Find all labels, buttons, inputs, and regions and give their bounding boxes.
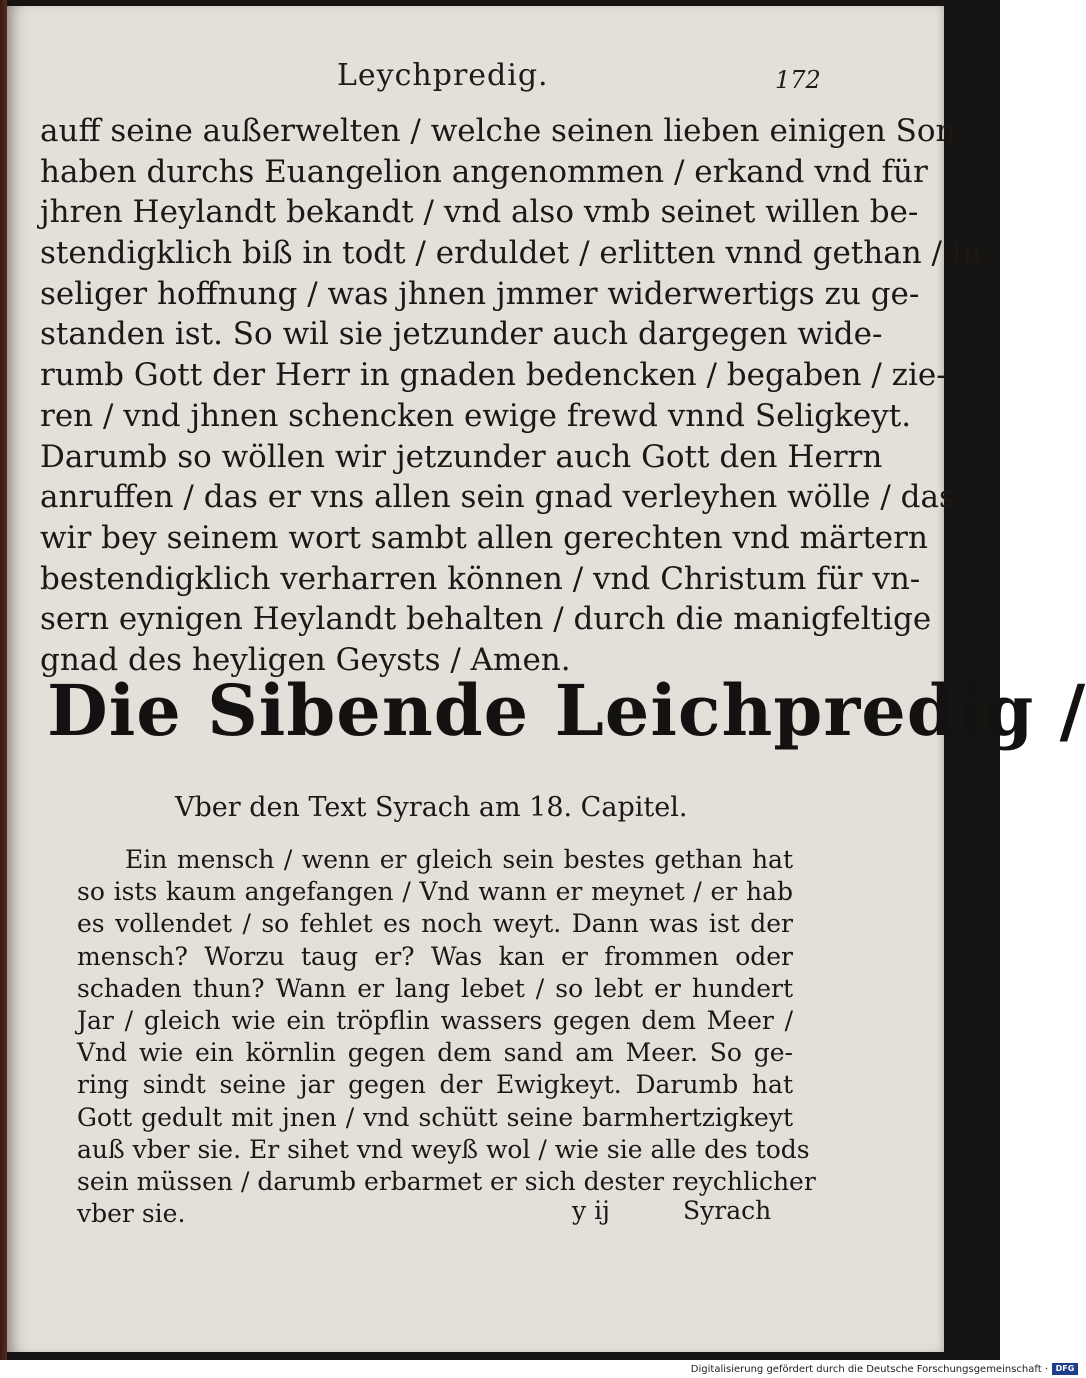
text-line: standen ist. So wil sie jetzunder auch dargegen wide-: [40, 316, 883, 353]
section-heading: Die Sibende Leichpredig /: [47, 669, 1086, 752]
signature-mark: y ij: [572, 1196, 610, 1225]
sermon-text-block: [40, 111, 982, 681]
quote-line: sein müssen / darumb erbarmet er sich dester reychlicher: [77, 1166, 816, 1196]
quote-line: Ein mensch / wenn er gleich sein bestes gethan hat: [125, 845, 793, 874]
text-line: sern eynigen Heylandt behalten / durch die manigfeltige: [40, 601, 932, 638]
quote-line: es vollendet / so fehlet es noch weyt. Dann was ist der: [77, 909, 793, 939]
text-line: ren / vnd jhnen schencken ewige frewd vnnd Seligkeyt.: [40, 397, 912, 434]
section-subheading: Vber den Text Syrach am 18. Capitel.: [175, 792, 688, 823]
page-number: 172: [775, 66, 821, 94]
catchword: Syrach: [683, 1196, 772, 1225]
text-line: Darumb so wöllen wir jetzunder auch Gott den Herrn: [40, 438, 883, 475]
quote-line: auß vber sie. Er sihet vnd weyß wol / wie sie alle des tods: [77, 1134, 810, 1164]
dfg-logo-icon: DFG: [1052, 1363, 1078, 1375]
quote-line: so ists kaum angefangen / Vnd wann er meynet / er hab: [77, 877, 793, 907]
text-line: auff seine außerwelten / welche seinen lieben einigen Son: [40, 113, 956, 149]
text-line: wir bey seinem wort sambt allen gerechten vnd märtern: [40, 519, 928, 556]
book-page: [7, 6, 1086, 1352]
quote-line: vber sie.: [77, 1199, 186, 1229]
text-line: rumb Gott der Herr in gnaden bedencken / begaben / zie-: [40, 357, 947, 394]
running-head: Leychpredig.: [337, 58, 549, 93]
funding-credit: Digitalisierung gefördert durch die Deutsche Forschungsgemeinschaft ·: [690, 1364, 1048, 1375]
text-line: haben durchs Euangelion angenommen / erkand vnd für: [40, 153, 928, 190]
scripture-quote-block: [77, 844, 816, 1230]
quote-line: Vnd wie ein körnlin gegen dem sand am Meer. So ge-: [77, 1038, 793, 1068]
quote-line: Jar / gleich wie ein tröpflin wassers gegen dem Meer /: [77, 1005, 793, 1035]
quote-line: ring sindt seine jar gegen der Ewigkeyt. Darumb hat: [77, 1070, 793, 1100]
text-line: seliger hoffnung / was jhnen jmmer widerwertigs zu ge-: [40, 275, 920, 312]
text-line: anruffen / das er vns allen sein gnad verleyhen wölle / das: [40, 479, 955, 516]
text-line: jhren Heylandt bekandt / vnd also vmb seinet willen be-: [40, 194, 919, 231]
text-line: gnad des heyligen Geysts / Amen.: [40, 641, 571, 678]
quote-line: Gott gedult mit jnen / vnd schütt seine barmhertzigkeyt: [77, 1102, 793, 1132]
quote-line: mensch? Worzu taug er? Was kan er frommen oder: [77, 941, 793, 971]
text-line: bestendigklich verharren können / vnd Christum für vn-: [40, 560, 921, 597]
text-line: stendigklich biß in todt / erduldet / erlitten vnnd gethan / in: [40, 235, 982, 272]
binding-edge: [0, 0, 7, 1360]
quote-line: schaden thun? Wann er lang lebet / so lebt er hundert: [77, 973, 793, 1003]
